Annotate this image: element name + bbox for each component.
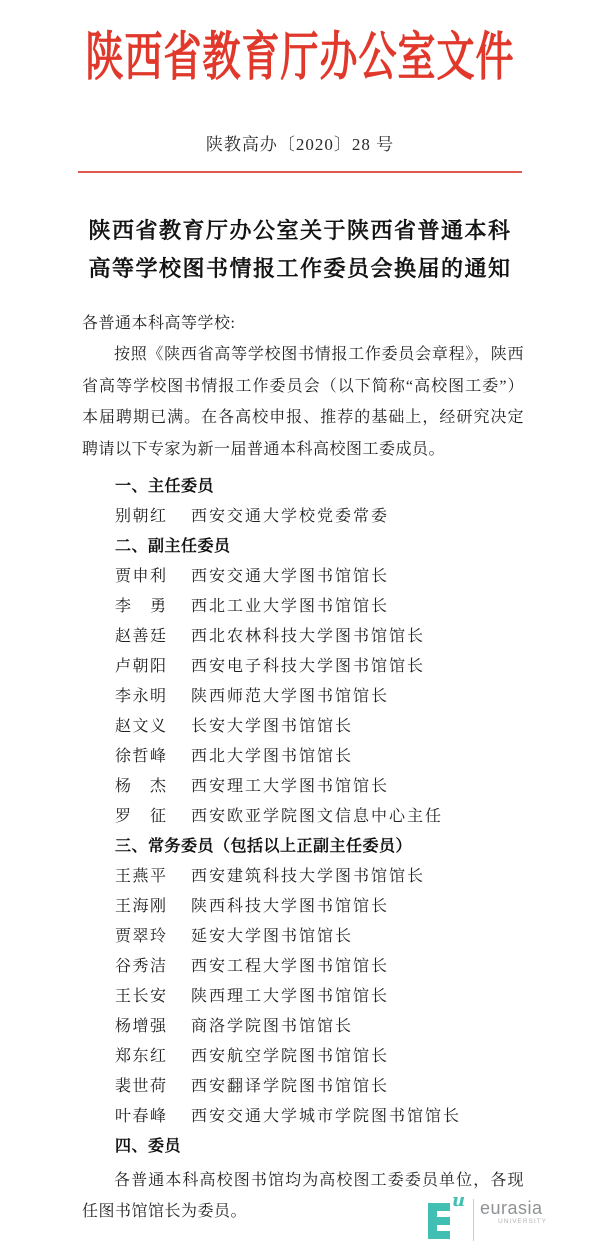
member-row bbox=[82, 622, 524, 652]
member-role: 西安翻译学院图书馆馆长 bbox=[191, 1078, 390, 1095]
member-row bbox=[82, 982, 524, 1012]
eurasia-script-u-icon: u bbox=[452, 1190, 466, 1211]
member-row bbox=[82, 772, 524, 802]
intro-paragraph: 按照《陕西省高等学校图书情报工作委员会章程》，陕西省高等学校图书情报工作委员会（以下简称“高校图工委”）本届聘期已满。在各高校申报、推荐的基础上，经研究决定聘请以下专家为新一届普通本科高校图工委成员。 bbox=[82, 346, 524, 458]
member-role: 长安大学图书馆馆长 bbox=[191, 718, 354, 735]
member-role: 西安建筑科技大学图书馆馆长 bbox=[191, 868, 426, 885]
member-role: 西安交通大学校党委常委 bbox=[191, 508, 390, 525]
member-role: 西北农林科技大学图书馆馆长 bbox=[191, 628, 426, 645]
member-row bbox=[82, 802, 524, 832]
member-name: 徐哲峰 bbox=[115, 748, 168, 765]
member-row bbox=[82, 502, 524, 532]
member-role: 延安大学图书馆馆长 bbox=[191, 928, 354, 945]
logo-divider bbox=[473, 1199, 474, 1241]
member-name: 杨增强 bbox=[115, 1018, 168, 1035]
red-divider-line bbox=[78, 171, 522, 173]
member-role: 西安航空学院图书馆馆长 bbox=[191, 1048, 390, 1065]
eurasia-wordmark: eurasia bbox=[480, 1198, 543, 1218]
member-row bbox=[82, 952, 524, 982]
document-title-line1: 陕西省教育厅办公室关于陕西省普通本科 bbox=[88, 218, 512, 243]
member-name: 叶春峰 bbox=[115, 1108, 168, 1125]
member-name: 赵善廷 bbox=[115, 628, 168, 645]
member-name: 别朝红 bbox=[115, 508, 168, 525]
doc-number: 陕教高办〔2020〕28 号 bbox=[205, 135, 395, 154]
member-row bbox=[82, 682, 524, 712]
member-row bbox=[82, 712, 524, 742]
eurasia-university-label: UNIVERSITY bbox=[498, 1218, 548, 1225]
member-row bbox=[82, 862, 524, 892]
member-name: 赵文义 bbox=[115, 718, 168, 735]
section-heading-members: 四、委员 bbox=[115, 1138, 182, 1155]
member-name: 卢朝阳 bbox=[115, 658, 168, 675]
member-name: 王燕平 bbox=[115, 868, 168, 885]
member-name: 王长安 bbox=[115, 988, 168, 1005]
member-row bbox=[82, 742, 524, 772]
member-row bbox=[82, 652, 524, 682]
member-row bbox=[82, 592, 524, 622]
member-role: 陕西科技大学图书馆馆长 bbox=[191, 898, 390, 915]
member-row bbox=[82, 1012, 524, 1042]
member-name: 杨 杰 bbox=[115, 778, 168, 795]
member-row bbox=[82, 892, 524, 922]
member-row bbox=[82, 562, 524, 592]
closing-paragraph: 各普通本科高校图书馆均为高校图工委委员单位，各现任图书馆馆长为委员。 bbox=[82, 1172, 524, 1220]
eurasia-university-logo bbox=[428, 1190, 548, 1248]
member-name: 李永明 bbox=[115, 688, 168, 705]
member-role: 陕西理工大学图书馆馆长 bbox=[191, 988, 390, 1005]
member-role: 西安交通大学图书馆馆长 bbox=[191, 568, 390, 585]
member-name: 谷秀洁 bbox=[115, 958, 168, 975]
member-name: 贾申利 bbox=[115, 568, 168, 585]
member-name: 郑东红 bbox=[115, 1048, 168, 1065]
section-heading-vice-chairs: 二、副主任委员 bbox=[115, 538, 231, 555]
member-role: 西安交通大学城市学院图书馆馆长 bbox=[191, 1108, 462, 1125]
member-role: 西安电子科技大学图书馆馆长 bbox=[191, 658, 426, 675]
salutation: 各普通本科高等学校: bbox=[82, 315, 236, 332]
member-role: 西安工程大学图书馆馆长 bbox=[191, 958, 390, 975]
member-name: 裴世荷 bbox=[115, 1078, 168, 1095]
member-row bbox=[82, 922, 524, 952]
document-header: 陕西省教育厅办公室文件 bbox=[85, 28, 515, 87]
section-heading-chair: 一、主任委员 bbox=[115, 478, 215, 495]
committee-roster bbox=[82, 472, 524, 1227]
member-name: 罗 征 bbox=[115, 808, 168, 825]
member-row bbox=[82, 1072, 524, 1102]
member-role: 西北大学图书馆馆长 bbox=[191, 748, 354, 765]
member-role: 商洛学院图书馆馆长 bbox=[191, 1018, 354, 1035]
member-name: 贾翠玲 bbox=[115, 928, 168, 945]
member-role: 西安欧亚学院图文信息中心主任 bbox=[191, 808, 444, 825]
member-role: 西安理工大学图书馆馆长 bbox=[191, 778, 390, 795]
member-row bbox=[82, 1102, 524, 1132]
member-name: 王海刚 bbox=[115, 898, 168, 915]
document-title bbox=[40, 212, 560, 288]
member-role: 陕西师范大学图书馆馆长 bbox=[191, 688, 390, 705]
member-name: 李 勇 bbox=[115, 598, 168, 615]
member-row bbox=[82, 1042, 524, 1072]
section-heading-standing-members: 三、常务委员（包括以上正副主任委员） bbox=[115, 838, 413, 855]
document-title-line2: 高等学校图书情报工作委员会换届的通知 bbox=[88, 256, 512, 281]
eurasia-e-icon bbox=[428, 1203, 450, 1239]
member-role: 西北工业大学图书馆馆长 bbox=[191, 598, 390, 615]
document-body bbox=[82, 308, 524, 1227]
